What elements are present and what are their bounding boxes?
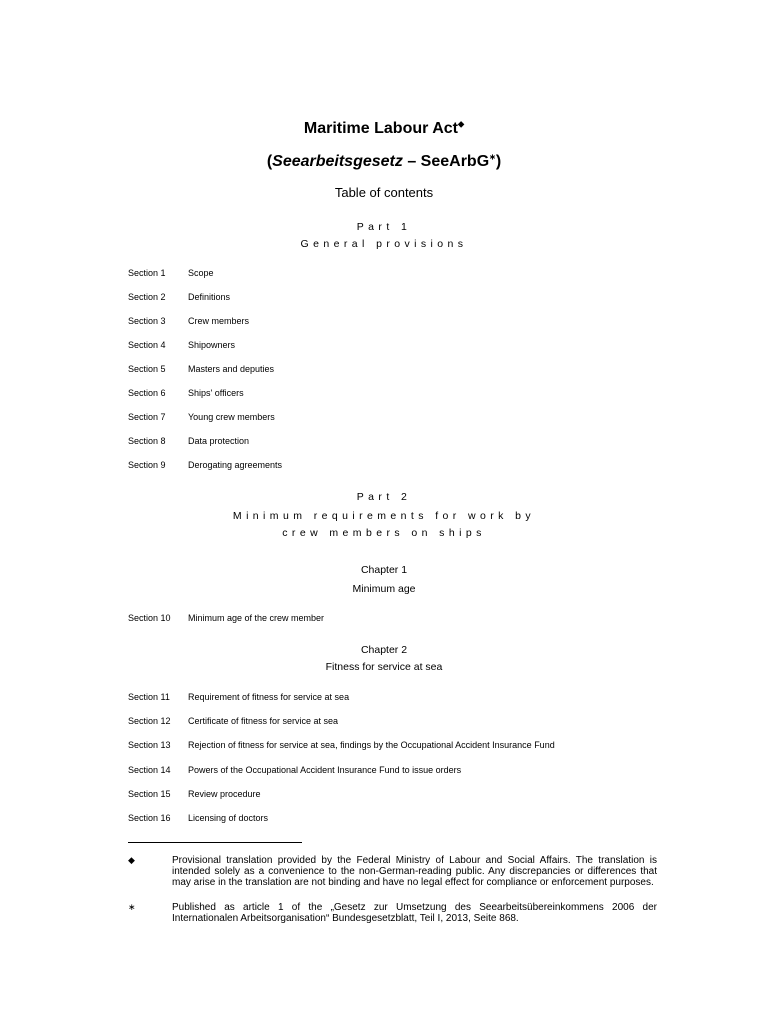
toc-row[interactable] <box>128 613 324 623</box>
toc-row[interactable] <box>128 364 274 374</box>
part-1-label: Part 1 <box>356 221 412 233</box>
toc-row[interactable] <box>128 268 214 278</box>
subtitle-footnote-mark: ∗ <box>489 152 496 162</box>
section-number: Section 7 <box>128 412 166 422</box>
document-subtitle <box>0 153 768 171</box>
section-title: Shipowners <box>188 340 236 350</box>
footnote-text: Published as article 1 of the „Gesetz zur Umsetzung des Seearbeitsübereinkommens 2006 der Internationalen Arbeitsorganisation“ Bundesgesetzblatt, Teil I, 2013, Seite 868. <box>172 902 657 924</box>
section-title: Minimum age of the crew member <box>188 613 325 623</box>
toc-row[interactable] <box>128 388 244 398</box>
toc-row[interactable] <box>128 740 555 750</box>
chapter-2-name: Fitness for service at sea <box>325 661 443 673</box>
toc-row[interactable] <box>128 412 275 422</box>
section-title: Requirement of fitness for service at sea <box>188 692 350 702</box>
section-title: Crew members <box>188 316 250 326</box>
section-title: Review procedure <box>188 789 261 799</box>
section-number: Section 1 <box>128 268 166 278</box>
toc-row[interactable] <box>128 292 230 302</box>
section-title: Ships' officers <box>188 388 244 398</box>
footnote-separator <box>128 842 302 843</box>
part-2-label: Part 2 <box>356 491 412 503</box>
subtitle-close: ) <box>495 153 502 170</box>
chapter-1-label: Chapter 1 <box>360 564 408 576</box>
section-title: Definitions <box>188 292 231 302</box>
document-title <box>0 120 768 138</box>
section-title: Certificate of fitness for service at sea <box>188 716 339 726</box>
toc-row[interactable] <box>128 716 338 726</box>
toc-row[interactable] <box>128 813 268 823</box>
subtitle-german-name: Seearbeitsgesetz <box>272 153 403 170</box>
chapter-1-name: Minimum age <box>352 583 416 595</box>
toc-row[interactable] <box>128 340 235 350</box>
toc-row[interactable] <box>128 692 349 702</box>
title-footnote-mark: ◆ <box>457 119 465 129</box>
section-number: Section 13 <box>128 740 171 750</box>
section-number: Section 8 <box>128 436 166 446</box>
toc-row[interactable] <box>128 436 249 446</box>
section-number: Section 10 <box>128 613 171 623</box>
section-title: Young crew members <box>188 412 275 422</box>
section-number: Section 15 <box>128 789 171 799</box>
chapter-2-label: Chapter 2 <box>360 644 408 656</box>
footnote-mark: ∗ <box>128 902 136 912</box>
part-2-name-line-1: Minimum requirements for work by <box>232 510 536 522</box>
section-number: Section 11 <box>128 692 170 702</box>
section-title: Scope <box>188 268 214 278</box>
section-number: Section 3 <box>128 316 166 326</box>
section-number: Section 4 <box>128 340 166 350</box>
section-number: Section 12 <box>128 716 171 726</box>
toc-heading: Table of contents <box>334 185 434 200</box>
footnote-text: Provisional translation provided by the Federal Ministry of Labour and Social Affairs. The translation is intended solely as a convenience to the non-German-reading public. Any discrepancies or differences that may arise in the translation are not binding and have no legal effect for compliance or enforcement purposes. <box>172 855 657 888</box>
toc-row[interactable] <box>128 789 261 799</box>
part-2-name-line-2: crew members on ships <box>282 527 486 539</box>
toc-row[interactable] <box>128 316 249 326</box>
subtitle-abbrev: – SeeArbG <box>402 153 490 170</box>
toc-row[interactable] <box>128 765 461 775</box>
section-title: Rejection of fitness for service at sea, findings by the Occupational Accident Insurance Fund <box>188 740 555 750</box>
section-number: Section 16 <box>128 813 171 823</box>
subtitle-open: ( <box>266 153 273 170</box>
title-text: Maritime Labour Act <box>303 120 458 137</box>
toc-row[interactable] <box>128 460 282 470</box>
section-title: Licensing of doctors <box>188 813 269 823</box>
section-title: Masters and deputies <box>188 364 275 374</box>
section-number: Section 14 <box>128 765 171 775</box>
section-title: Derogating agreements <box>188 460 283 470</box>
footnote-mark: ◆ <box>128 855 135 865</box>
section-title: Powers of the Occupational Accident Insurance Fund to issue orders <box>188 765 462 775</box>
section-number: Section 5 <box>128 364 166 374</box>
section-number: Section 2 <box>128 292 166 302</box>
section-number: Section 9 <box>128 460 166 470</box>
part-1-name: General provisions <box>300 238 468 250</box>
section-number: Section 6 <box>128 388 166 398</box>
section-title: Data protection <box>188 436 250 446</box>
